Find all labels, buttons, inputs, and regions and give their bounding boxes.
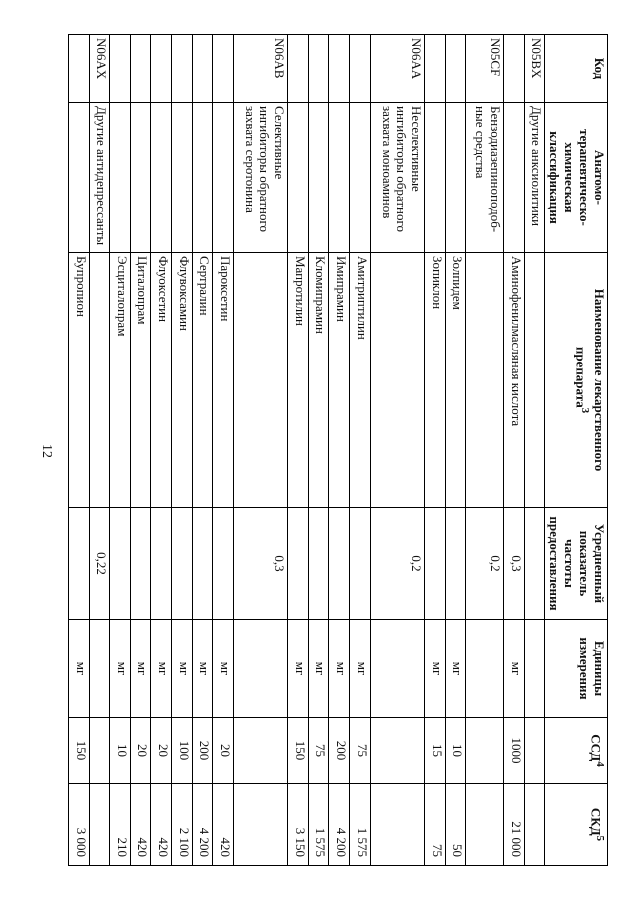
cell-unit: мг xyxy=(151,620,172,718)
cell-frequency: 0,3 xyxy=(233,508,288,620)
cell-code: N06AA xyxy=(370,35,425,103)
cell-drug xyxy=(370,253,425,508)
cell-unit xyxy=(370,620,425,718)
cell-atc xyxy=(151,103,172,253)
cell-code xyxy=(425,35,446,103)
cell-code: N05BX xyxy=(524,35,545,103)
cell-unit: мг xyxy=(288,620,309,718)
cell-unit xyxy=(233,620,288,718)
cell-skd: 75 xyxy=(425,784,446,866)
cell-frequency xyxy=(130,508,151,620)
cell-drug xyxy=(89,253,110,508)
header-drug xyxy=(545,253,608,508)
table-row xyxy=(425,35,446,866)
cell-ssd: 75 xyxy=(308,718,329,784)
header-ssd-footnote: 4 xyxy=(594,761,606,767)
table-row xyxy=(233,35,288,866)
header-drug-footnote: 3 xyxy=(579,407,592,414)
cell-code xyxy=(329,35,350,103)
cell-code xyxy=(151,35,172,103)
cell-unit: мг xyxy=(445,620,466,718)
cell-unit: мг xyxy=(329,620,350,718)
cell-drug: Золпидем xyxy=(445,253,466,508)
cell-atc xyxy=(213,103,234,253)
cell-atc: Другие антидепрессанты xyxy=(89,103,110,253)
cell-drug xyxy=(233,253,288,508)
cell-unit: мг xyxy=(171,620,192,718)
header-drug-label: Наименование лекарственного препарата xyxy=(573,288,607,472)
cell-frequency xyxy=(288,508,309,620)
cell-unit xyxy=(524,620,545,718)
cell-frequency xyxy=(151,508,172,620)
cell-skd xyxy=(466,784,504,866)
cell-skd xyxy=(524,784,545,866)
cell-drug xyxy=(524,253,545,508)
cell-atc: Селективные ингибиторы обратного захвата серотонина xyxy=(233,103,288,253)
cell-ssd: 20 xyxy=(151,718,172,784)
cell-atc: Другие анксиолитики xyxy=(524,103,545,253)
table-body xyxy=(69,35,545,866)
cell-skd: 420 xyxy=(213,784,234,866)
cell-atc xyxy=(192,103,213,253)
cell-frequency xyxy=(192,508,213,620)
cell-ssd: 10 xyxy=(445,718,466,784)
cell-ssd xyxy=(370,718,425,784)
cell-skd: 420 xyxy=(151,784,172,866)
cell-ssd: 20 xyxy=(130,718,151,784)
cell-frequency xyxy=(445,508,466,620)
cell-code xyxy=(110,35,131,103)
cell-code: N06AB xyxy=(233,35,288,103)
cell-drug: Флувоксамин xyxy=(171,253,192,508)
cell-ssd: 20 xyxy=(213,718,234,784)
cell-ssd: 200 xyxy=(329,718,350,784)
table-row xyxy=(445,35,466,866)
cell-atc xyxy=(288,103,309,253)
cell-skd: 50 xyxy=(445,784,466,866)
cell-drug: Зопиклон xyxy=(425,253,446,508)
cell-atc xyxy=(110,103,131,253)
cell-ssd: 75 xyxy=(350,718,371,784)
drug-table xyxy=(68,34,608,866)
table-row xyxy=(370,35,425,866)
rotated-table-container xyxy=(0,34,608,857)
cell-unit: мг xyxy=(425,620,446,718)
table-row xyxy=(524,35,545,866)
table-row xyxy=(69,35,90,866)
table-row xyxy=(288,35,309,866)
header-skd-label: СКД xyxy=(588,807,604,836)
cell-ssd xyxy=(466,718,504,784)
table-row xyxy=(171,35,192,866)
cell-frequency xyxy=(69,508,90,620)
cell-drug: Флуоксетин xyxy=(151,253,172,508)
cell-drug: Пароксетин xyxy=(213,253,234,508)
cell-skd: 1 575 xyxy=(308,784,329,866)
cell-atc xyxy=(171,103,192,253)
cell-skd xyxy=(233,784,288,866)
table-row xyxy=(213,35,234,866)
cell-unit xyxy=(466,620,504,718)
cell-unit: мг xyxy=(110,620,131,718)
header-skd-footnote: 5 xyxy=(594,835,606,842)
cell-ssd: 1000 xyxy=(504,718,525,784)
cell-frequency xyxy=(171,508,192,620)
cell-ssd: 200 xyxy=(192,718,213,784)
table-row xyxy=(110,35,131,866)
cell-atc xyxy=(130,103,151,253)
cell-ssd: 100 xyxy=(171,718,192,784)
cell-unit: мг xyxy=(504,620,525,718)
cell-code xyxy=(213,35,234,103)
cell-frequency xyxy=(425,508,446,620)
cell-drug: Эсциталопрам xyxy=(110,253,131,508)
table-row xyxy=(192,35,213,866)
cell-atc: Неселективные ингибиторы обратного захвата моноаминов xyxy=(370,103,425,253)
header-ssd xyxy=(545,718,608,784)
cell-unit xyxy=(89,620,110,718)
cell-frequency xyxy=(308,508,329,620)
cell-atc xyxy=(445,103,466,253)
cell-skd: 4 200 xyxy=(192,784,213,866)
cell-ssd: 10 xyxy=(110,718,131,784)
header-row xyxy=(545,35,608,866)
cell-code xyxy=(171,35,192,103)
cell-unit: мг xyxy=(308,620,329,718)
table-row xyxy=(466,35,504,866)
header-frequency: Усредненный показатель частоты предоставления xyxy=(545,508,608,620)
cell-skd: 1 575 xyxy=(350,784,371,866)
cell-code xyxy=(445,35,466,103)
cell-frequency: 0,3 xyxy=(504,508,525,620)
cell-ssd: 15 xyxy=(425,718,446,784)
cell-drug: Имипрамин xyxy=(329,253,350,508)
cell-unit: мг xyxy=(69,620,90,718)
cell-code xyxy=(308,35,329,103)
cell-skd xyxy=(89,784,110,866)
cell-frequency xyxy=(329,508,350,620)
cell-atc: Бензодиазепиноподоб-ные средства xyxy=(466,103,504,253)
cell-code: N06AX xyxy=(89,35,110,103)
header-code: Код xyxy=(545,35,608,103)
cell-atc xyxy=(308,103,329,253)
cell-frequency: 0,2 xyxy=(370,508,425,620)
cell-drug: Амитриптилин xyxy=(350,253,371,508)
cell-ssd xyxy=(524,718,545,784)
cell-ssd: 150 xyxy=(288,718,309,784)
cell-atc xyxy=(425,103,446,253)
cell-frequency: 0,2 xyxy=(466,508,504,620)
header-skd xyxy=(545,784,608,866)
table-row xyxy=(151,35,172,866)
cell-unit: мг xyxy=(130,620,151,718)
cell-unit: мг xyxy=(192,620,213,718)
cell-frequency xyxy=(524,508,545,620)
table-row xyxy=(89,35,110,866)
table-row xyxy=(504,35,525,866)
page-number: 12 xyxy=(39,444,54,458)
cell-code xyxy=(192,35,213,103)
cell-frequency xyxy=(213,508,234,620)
cell-skd: 210 xyxy=(110,784,131,866)
cell-drug xyxy=(466,253,504,508)
cell-skd: 3 150 xyxy=(288,784,309,866)
cell-skd: 420 xyxy=(130,784,151,866)
cell-drug: Кломипрамин xyxy=(308,253,329,508)
cell-unit: мг xyxy=(350,620,371,718)
cell-frequency xyxy=(110,508,131,620)
cell-drug: Сертралин xyxy=(192,253,213,508)
cell-skd: 2 100 xyxy=(171,784,192,866)
cell-atc xyxy=(350,103,371,253)
cell-drug: Мапротилин xyxy=(288,253,309,508)
header-unit: Единицы измерения xyxy=(545,620,608,718)
cell-ssd xyxy=(233,718,288,784)
table-row xyxy=(308,35,329,866)
cell-skd xyxy=(370,784,425,866)
cell-drug: Бупропион xyxy=(69,253,90,508)
cell-code xyxy=(350,35,371,103)
cell-drug: Аминофенилмасляная кислота xyxy=(504,253,525,508)
cell-frequency: 0,22 xyxy=(89,508,110,620)
cell-ssd xyxy=(89,718,110,784)
cell-frequency xyxy=(350,508,371,620)
cell-skd: 21 000 xyxy=(504,784,525,866)
cell-unit: мг xyxy=(213,620,234,718)
cell-code xyxy=(69,35,90,103)
cell-skd: 3 000 xyxy=(69,784,90,866)
table-row xyxy=(350,35,371,866)
cell-skd: 4 200 xyxy=(329,784,350,866)
cell-atc xyxy=(69,103,90,253)
cell-atc xyxy=(504,103,525,253)
cell-ssd: 150 xyxy=(69,718,90,784)
header-atc: Анатомо-терапевтическо-химическая классификация xyxy=(545,103,608,253)
header-ssd-label: ССД xyxy=(588,734,604,762)
cell-code xyxy=(130,35,151,103)
table-row xyxy=(329,35,350,866)
cell-drug: Циталопрам xyxy=(130,253,151,508)
cell-code xyxy=(504,35,525,103)
cell-atc xyxy=(329,103,350,253)
cell-code xyxy=(288,35,309,103)
cell-code: N05CF xyxy=(466,35,504,103)
table-row xyxy=(130,35,151,866)
